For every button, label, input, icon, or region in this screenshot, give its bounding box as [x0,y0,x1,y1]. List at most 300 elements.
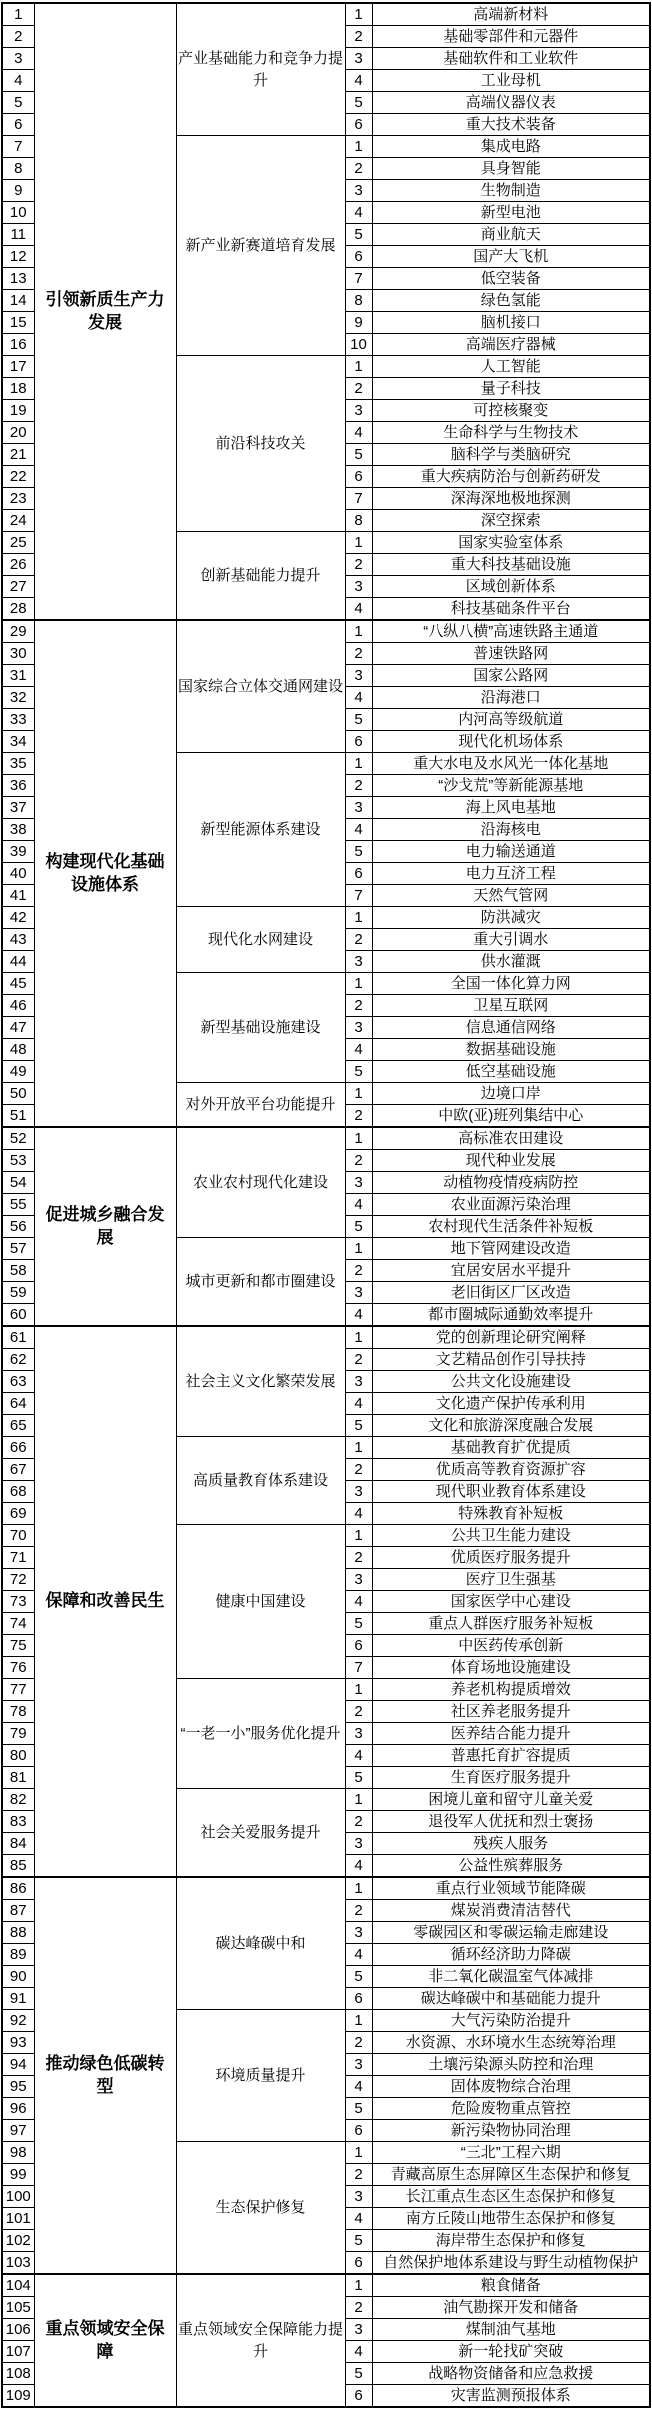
item-number-cell: 4 [345,70,372,92]
row-number-cell: 43 [2,929,34,951]
row-number-cell: 36 [2,775,34,797]
row-number-cell: 33 [2,709,34,731]
item-name-cell: “三北”工程六期 [372,2142,650,2164]
item-name-cell: 电力输送通道 [372,841,650,863]
subcategory-cell: 新型基础设施建设 [176,973,345,1083]
row-number-cell: 19 [2,400,34,422]
item-number-cell: 5 [345,92,372,114]
item-number-cell: 3 [345,2054,372,2076]
item-name-cell: 海上风电基地 [372,797,650,819]
subcategory-cell: 碳达峰碳中和 [176,1877,345,2010]
item-number-cell: 1 [345,2142,372,2164]
row-number-cell: 90 [2,1966,34,1988]
item-number-cell: 4 [345,1393,372,1415]
item-number-cell: 5 [345,1767,372,1789]
item-name-cell: 战略物资储备和应急救援 [372,2363,650,2385]
row-number-cell: 100 [2,2186,34,2208]
item-name-cell: 科技基础条件平台 [372,598,650,621]
row-number-cell: 27 [2,576,34,598]
row-number-cell: 72 [2,1569,34,1591]
table-row [2,3,650,26]
item-name-cell: 可控核聚变 [372,400,650,422]
item-name-cell: 文化遗产保护传承利用 [372,1393,650,1415]
row-number-cell: 49 [2,1061,34,1083]
item-number-cell: 7 [345,1657,372,1679]
item-number-cell: 6 [345,2385,372,2408]
row-number-cell: 106 [2,2319,34,2341]
item-number-cell: 4 [345,2076,372,2098]
item-number-cell: 5 [345,2363,372,2385]
item-name-cell: 重大引调水 [372,929,650,951]
item-name-cell: 土壤污染源头防控和治理 [372,2054,650,2076]
row-number-cell: 37 [2,797,34,819]
item-number-cell: 6 [345,2252,372,2275]
item-number-cell: 1 [345,532,372,554]
item-number-cell: 7 [345,488,372,510]
item-name-cell: 重大疾病防治与创新药研发 [372,466,650,488]
item-number-cell: 3 [345,1371,372,1393]
item-number-cell: 4 [345,819,372,841]
category-cell: 重点领域安全保障 [34,2274,176,2407]
item-name-cell: 脑机接口 [372,312,650,334]
item-name-cell: 现代职业教育体系建设 [372,1481,650,1503]
row-number-cell: 75 [2,1635,34,1657]
item-name-cell: 高端新材料 [372,3,650,26]
item-number-cell: 1 [345,136,372,158]
item-number-cell: 7 [345,885,372,907]
row-number-cell: 92 [2,2010,34,2032]
row-number-cell: 99 [2,2164,34,2186]
item-name-cell: “八纵八横”高速铁路主通道 [372,620,650,643]
item-number-cell: 2 [345,929,372,951]
row-number-cell: 71 [2,1547,34,1569]
subcategory-cell: 农业农村现代化建设 [176,1127,345,1238]
item-name-cell: 农村现代生活条件补短板 [372,1216,650,1238]
item-number-cell: 1 [345,753,372,775]
row-number-cell: 16 [2,334,34,356]
row-number-cell: 61 [2,1326,34,1349]
row-number-cell: 44 [2,951,34,973]
item-name-cell: 具身智能 [372,158,650,180]
item-name-cell: 沿海核电 [372,819,650,841]
row-number-cell: 59 [2,1282,34,1304]
item-number-cell: 8 [345,290,372,312]
item-number-cell: 5 [345,1216,372,1238]
item-name-cell: 重大水电及水风光一体化基地 [372,753,650,775]
item-number-cell: 4 [345,422,372,444]
item-name-cell: 文化和旅游深度融合发展 [372,1415,650,1437]
item-number-cell: 3 [345,1481,372,1503]
item-name-cell: 煤制油气基地 [372,2319,650,2341]
item-number-cell: 3 [345,2319,372,2341]
item-name-cell: 优质医疗服务提升 [372,1547,650,1569]
item-name-cell: 生育医疗服务提升 [372,1767,650,1789]
row-number-cell: 34 [2,731,34,753]
item-name-cell: 公共文化设施建设 [372,1371,650,1393]
row-number-cell: 47 [2,1017,34,1039]
row-number-cell: 77 [2,1679,34,1701]
item-number-cell: 2 [345,26,372,48]
item-name-cell: 灾害监测预报体系 [372,2385,650,2408]
item-number-cell: 10 [345,334,372,356]
item-number-cell: 4 [345,202,372,224]
item-name-cell: 医养结合能力提升 [372,1723,650,1745]
item-name-cell: 非二氧化碳温室气体减排 [372,1966,650,1988]
item-name-cell: 中欧(亚)班列集结中心 [372,1105,650,1128]
row-number-cell: 69 [2,1503,34,1525]
item-number-cell: 1 [345,1877,372,1900]
item-name-cell: 自然保护地体系建设与野生动植物保护 [372,2252,650,2275]
row-number-cell: 18 [2,378,34,400]
row-number-cell: 103 [2,2252,34,2275]
item-number-cell: 6 [345,114,372,136]
category-cell: 推动绿色低碳转型 [34,1877,176,2274]
subcategory-cell: 生态保护修复 [176,2142,345,2275]
subcategory-cell: 城市更新和都市圈建设 [176,1238,345,1327]
item-name-cell: 公共卫生能力建设 [372,1525,650,1547]
item-name-cell: 文艺精品创作引导扶持 [372,1349,650,1371]
item-name-cell: 普惠托育扩容提质 [372,1745,650,1767]
row-number-cell: 86 [2,1877,34,1900]
item-name-cell: 养老机构提质增效 [372,1679,650,1701]
item-name-cell: 绿色氢能 [372,290,650,312]
row-number-cell: 94 [2,2054,34,2076]
item-number-cell: 2 [345,554,372,576]
row-number-cell: 65 [2,1415,34,1437]
item-name-cell: 国家公路网 [372,665,650,687]
subcategory-cell: 国家综合立体交通网建设 [176,620,345,753]
item-name-cell: 商业航天 [372,224,650,246]
item-name-cell: 生物制造 [372,180,650,202]
item-number-cell: 3 [345,665,372,687]
item-name-cell: 重点人群医疗服务补短板 [372,1613,650,1635]
item-number-cell: 2 [345,378,372,400]
item-name-cell: 重大科技基础设施 [372,554,650,576]
row-number-cell: 55 [2,1194,34,1216]
item-name-cell: 党的创新理论研究阐释 [372,1326,650,1349]
item-name-cell: 新一轮找矿突破 [372,2341,650,2363]
item-name-cell: 基础软件和工业软件 [372,48,650,70]
item-number-cell: 5 [345,1966,372,1988]
item-name-cell: 大气污染防治提升 [372,2010,650,2032]
item-name-cell: 量子科技 [372,378,650,400]
item-number-cell: 4 [345,1039,372,1061]
row-number-cell: 79 [2,1723,34,1745]
item-number-cell: 6 [345,731,372,753]
item-name-cell: 长江重点生态区生态保护和修复 [372,2186,650,2208]
item-name-cell: “沙戈荒”等新能源基地 [372,775,650,797]
row-number-cell: 64 [2,1393,34,1415]
item-number-cell: 4 [345,1503,372,1525]
item-number-cell: 2 [345,1150,372,1172]
item-name-cell: 体育场地设施建设 [372,1657,650,1679]
row-number-cell: 60 [2,1304,34,1327]
item-name-cell: 煤炭消费清洁替代 [372,1900,650,1922]
item-name-cell: 油气勘探开发和储备 [372,2297,650,2319]
item-number-cell: 4 [345,1745,372,1767]
row-number-cell: 104 [2,2274,34,2297]
item-name-cell: 集成电路 [372,136,650,158]
row-number-cell: 84 [2,1833,34,1855]
row-number-cell: 70 [2,1525,34,1547]
subcategory-cell: 新产业新赛道培育发展 [176,136,345,356]
row-number-cell: 9 [2,180,34,202]
item-number-cell: 8 [345,510,372,532]
item-name-cell: 现代种业发展 [372,1150,650,1172]
row-number-cell: 95 [2,2076,34,2098]
row-number-cell: 24 [2,510,34,532]
row-number-cell: 62 [2,1349,34,1371]
row-number-cell: 28 [2,598,34,621]
item-name-cell: 退役军人优抚和烈士褒扬 [372,1811,650,1833]
item-number-cell: 5 [345,1613,372,1635]
item-number-cell: 2 [345,1547,372,1569]
item-number-cell: 1 [345,1679,372,1701]
item-number-cell: 6 [345,863,372,885]
item-name-cell: 生命科学与生物技术 [372,422,650,444]
table-row [2,620,650,643]
item-number-cell: 2 [345,1900,372,1922]
item-name-cell: 都市圈城际通勤效率提升 [372,1304,650,1327]
row-number-cell: 38 [2,819,34,841]
item-number-cell: 9 [345,312,372,334]
row-number-cell: 101 [2,2208,34,2230]
row-number-cell: 25 [2,532,34,554]
subcategory-cell: 产业基础能力和竞争力提升 [176,3,345,136]
item-number-cell: 2 [345,643,372,665]
row-number-cell: 108 [2,2363,34,2385]
item-number-cell: 1 [345,1789,372,1811]
item-number-cell: 4 [345,1855,372,1878]
item-number-cell: 4 [345,1194,372,1216]
item-number-cell: 6 [345,2120,372,2142]
item-number-cell: 3 [345,1017,372,1039]
item-name-cell: 天然气管网 [372,885,650,907]
row-number-cell: 21 [2,444,34,466]
table-row [2,1877,650,1900]
item-name-cell: 高端医疗器械 [372,334,650,356]
item-number-cell: 6 [345,1988,372,2010]
item-name-cell: 特殊教育补短板 [372,1503,650,1525]
row-number-cell: 85 [2,1855,34,1878]
subcategory-cell: 社会关爱服务提升 [176,1789,345,1878]
item-name-cell: 海岸带生态保护和修复 [372,2230,650,2252]
row-number-cell: 91 [2,1988,34,2010]
item-name-cell: 高端仪器仪表 [372,92,650,114]
item-name-cell: 低空装备 [372,268,650,290]
item-number-cell: 1 [345,1525,372,1547]
item-number-cell: 4 [345,1591,372,1613]
item-name-cell: 低空基础设施 [372,1061,650,1083]
row-number-cell: 107 [2,2341,34,2363]
item-number-cell: 1 [345,973,372,995]
row-number-cell: 78 [2,1701,34,1723]
row-number-cell: 7 [2,136,34,158]
item-name-cell: 人工智能 [372,356,650,378]
subcategory-cell: 重点领域安全保障能力提升 [176,2274,345,2407]
table-body [2,3,650,2407]
item-number-cell: 4 [345,2341,372,2363]
row-number-cell: 12 [2,246,34,268]
item-number-cell: 3 [345,576,372,598]
row-number-cell: 10 [2,202,34,224]
item-number-cell: 3 [345,2186,372,2208]
row-number-cell: 4 [2,70,34,92]
item-number-cell: 2 [345,1105,372,1128]
row-number-cell: 14 [2,290,34,312]
item-name-cell: 新型电池 [372,202,650,224]
item-name-cell: 中医药传承创新 [372,1635,650,1657]
item-name-cell: 基础零部件和元器件 [372,26,650,48]
item-number-cell: 3 [345,400,372,422]
item-name-cell: 高标准农田建设 [372,1127,650,1150]
item-number-cell: 5 [345,444,372,466]
subcategory-cell: 创新基础能力提升 [176,532,345,621]
item-name-cell: 全国一体化算力网 [372,973,650,995]
item-number-cell: 1 [345,1437,372,1459]
table-row [2,1326,650,1349]
item-number-cell: 3 [345,48,372,70]
item-name-cell: 重点行业领域节能降碳 [372,1877,650,1900]
item-number-cell: 4 [345,1304,372,1327]
row-number-cell: 102 [2,2230,34,2252]
item-number-cell: 1 [345,356,372,378]
subcategory-cell: 现代化水网建设 [176,907,345,973]
item-name-cell: 供水灌溉 [372,951,650,973]
row-number-cell: 48 [2,1039,34,1061]
row-number-cell: 17 [2,356,34,378]
item-name-cell: 国家医学中心建设 [372,1591,650,1613]
item-name-cell: 老旧街区厂区改造 [372,1282,650,1304]
subcategory-cell: 环境质量提升 [176,2010,345,2142]
item-number-cell: 4 [345,1944,372,1966]
item-name-cell: 数据基础设施 [372,1039,650,1061]
item-number-cell: 1 [345,907,372,929]
row-number-cell: 13 [2,268,34,290]
row-number-cell: 58 [2,1260,34,1282]
item-number-cell: 3 [345,1833,372,1855]
item-number-cell: 2 [345,2297,372,2319]
item-name-cell: 宜居安居水平提升 [372,1260,650,1282]
item-number-cell: 4 [345,687,372,709]
item-number-cell: 1 [345,3,372,26]
item-number-cell: 2 [345,1811,372,1833]
item-number-cell: 4 [345,2208,372,2230]
row-number-cell: 29 [2,620,34,643]
item-number-cell: 6 [345,246,372,268]
row-number-cell: 82 [2,1789,34,1811]
row-number-cell: 51 [2,1105,34,1128]
item-number-cell: 3 [345,951,372,973]
row-number-cell: 109 [2,2385,34,2408]
item-number-cell: 3 [345,1922,372,1944]
row-number-cell: 11 [2,224,34,246]
table-row [2,2274,650,2297]
item-number-cell: 1 [345,2274,372,2297]
subcategory-cell: 对外开放平台功能提升 [176,1083,345,1128]
item-name-cell: 循环经济助力降碳 [372,1944,650,1966]
row-number-cell: 87 [2,1900,34,1922]
item-name-cell: 脑科学与类脑研究 [372,444,650,466]
row-number-cell: 63 [2,1371,34,1393]
item-name-cell: 水资源、水环境水生态统筹治理 [372,2032,650,2054]
row-number-cell: 93 [2,2032,34,2054]
category-cell: 引领新质生产力发展 [34,3,176,620]
row-number-cell: 81 [2,1767,34,1789]
item-name-cell: 残疾人服务 [372,1833,650,1855]
row-number-cell: 56 [2,1216,34,1238]
item-number-cell: 5 [345,2098,372,2120]
item-name-cell: 防洪减灾 [372,907,650,929]
row-number-cell: 52 [2,1127,34,1150]
item-number-cell: 4 [345,598,372,621]
row-number-cell: 96 [2,2098,34,2120]
row-number-cell: 41 [2,885,34,907]
item-name-cell: 碳达峰碳中和基础能力提升 [372,1988,650,2010]
item-name-cell: 电力互济工程 [372,863,650,885]
row-number-cell: 2 [2,26,34,48]
item-name-cell: 困境儿童和留守儿童关爱 [372,1789,650,1811]
item-number-cell: 1 [345,1238,372,1260]
item-number-cell: 1 [345,1127,372,1150]
item-name-cell: 公益性殡葬服务 [372,1855,650,1878]
item-number-cell: 5 [345,709,372,731]
item-name-cell: 重大技术装备 [372,114,650,136]
item-number-cell: 5 [345,841,372,863]
item-name-cell: 危险废物重点管控 [372,2098,650,2120]
item-name-cell: 现代化机场体系 [372,731,650,753]
row-number-cell: 42 [2,907,34,929]
row-number-cell: 45 [2,973,34,995]
row-number-cell: 83 [2,1811,34,1833]
item-name-cell: 边境口岸 [372,1083,650,1105]
item-name-cell: 地下管网建设改造 [372,1238,650,1260]
item-number-cell: 2 [345,1260,372,1282]
item-number-cell: 3 [345,1282,372,1304]
row-number-cell: 67 [2,1459,34,1481]
item-name-cell: 社区养老服务提升 [372,1701,650,1723]
row-number-cell: 20 [2,422,34,444]
item-number-cell: 3 [345,1172,372,1194]
row-number-cell: 1 [2,3,34,26]
item-name-cell: 动植物疫情疫病防控 [372,1172,650,1194]
item-number-cell: 2 [345,995,372,1017]
item-number-cell: 1 [345,2010,372,2032]
row-number-cell: 15 [2,312,34,334]
row-number-cell: 54 [2,1172,34,1194]
item-name-cell: 沿海港口 [372,687,650,709]
row-number-cell: 105 [2,2297,34,2319]
row-number-cell: 53 [2,1150,34,1172]
item-name-cell: 农业面源污染治理 [372,1194,650,1216]
row-number-cell: 22 [2,466,34,488]
item-name-cell: 区域创新体系 [372,576,650,598]
item-name-cell: 内河高等级航道 [372,709,650,731]
item-number-cell: 2 [345,2164,372,2186]
row-number-cell: 88 [2,1922,34,1944]
item-name-cell: 普速铁路网 [372,643,650,665]
item-name-cell: 国产大飞机 [372,246,650,268]
item-number-cell: 6 [345,466,372,488]
item-number-cell: 3 [345,180,372,202]
row-number-cell: 3 [2,48,34,70]
subcategory-cell: 前沿科技攻关 [176,356,345,532]
item-name-cell: 卫星互联网 [372,995,650,1017]
row-number-cell: 66 [2,1437,34,1459]
row-number-cell: 30 [2,643,34,665]
item-name-cell: 新污染物协同治理 [372,2120,650,2142]
item-number-cell: 5 [345,224,372,246]
